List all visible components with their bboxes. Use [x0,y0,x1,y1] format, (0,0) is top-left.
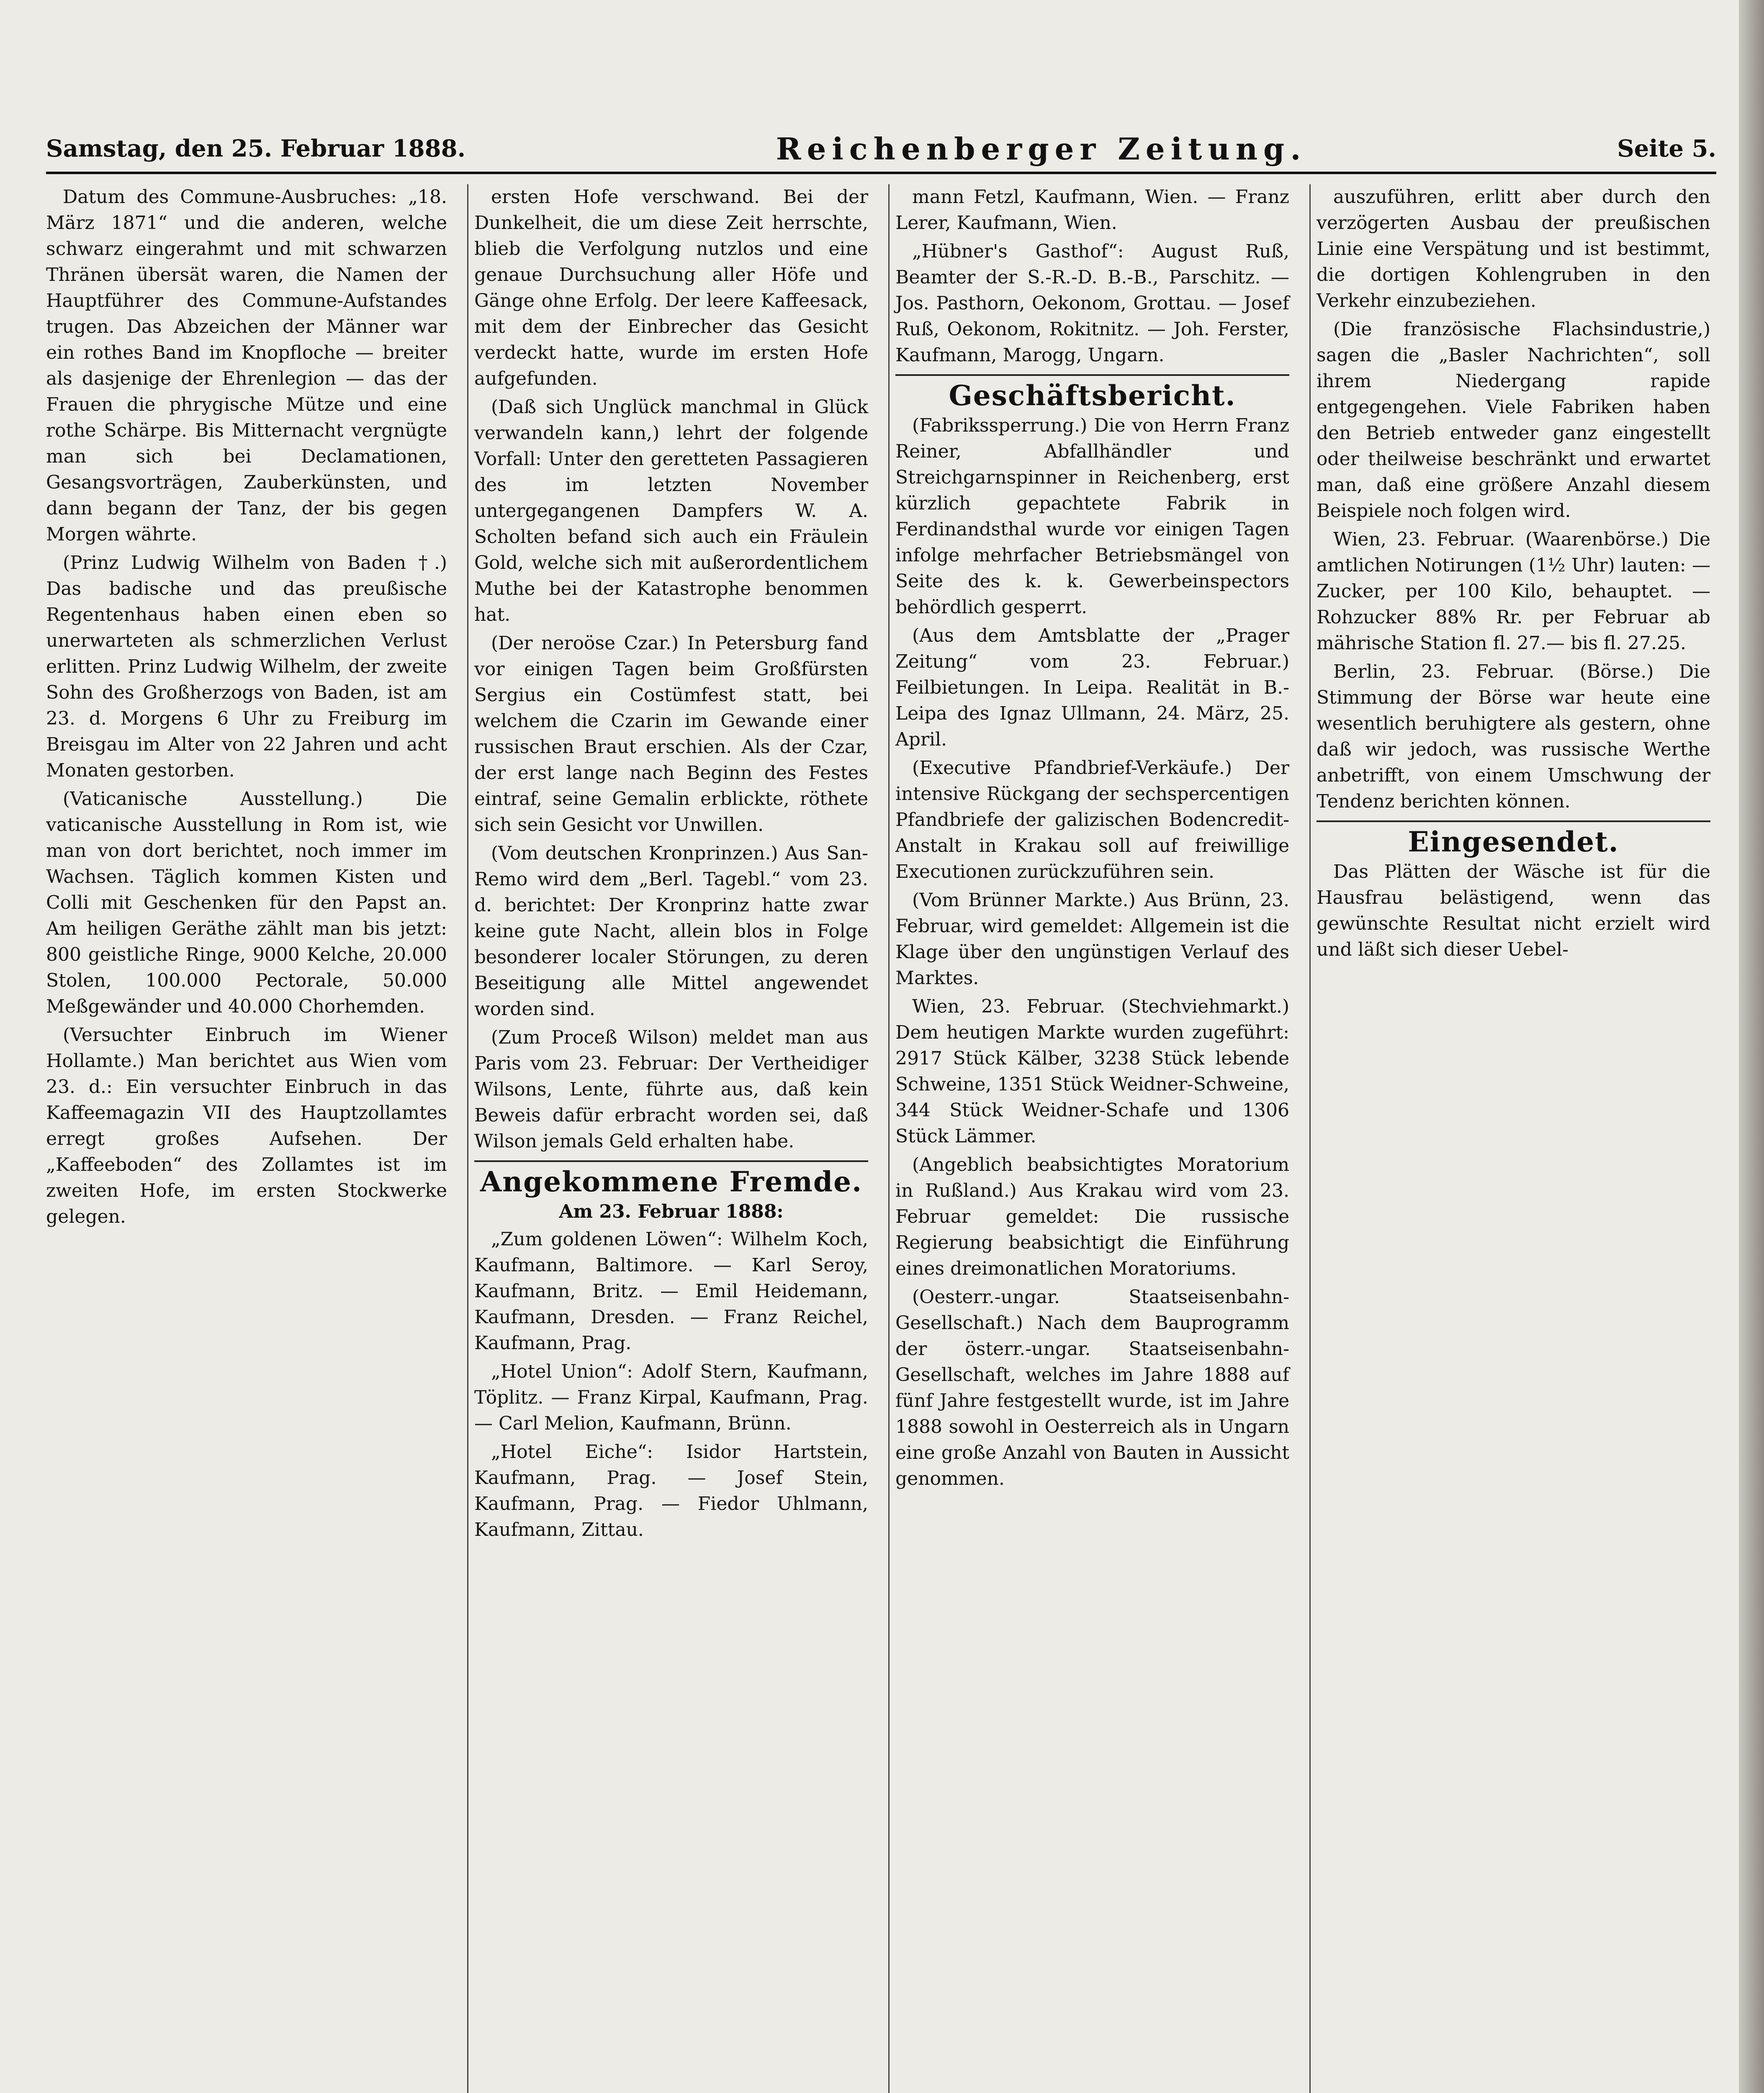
article-paragraph: (Oesterr.-ungar. Staatseisenbahn-Gesellschaft.) Nach dem Bauprogramm der österr.-ungar. Staatseisenbahn-Gesellschaft, welches im Jahre 1888 auf fünf Jahre festgestellt wurde, ist im Jahre 1888 sowohl in Oesterreich als in Ungarn eine große Anzahl von Bauten in Aussicht genommen. [895,1286,1289,1489]
article-paragraph: Berlin, 23. Februar. (Börse.) Die Stimmung der Börse war heute eine wesentlich beruhigtere als gestern, ohne daß wir jedoch, was russische Werthe anbetrifft, von einem Umschwung der Tendenz berichten können. [1317,661,1710,812]
article-paragraph: (Daß sich Unglück manchmal in Glück verwandeln kann,) lehrt der folgende Vorfall: Unter den geretteten Passagieren des im letzten November untergegangenen Dampfers W. A. Scholten befand sich auch ein Fräulein Gold, welche sich mit außerordentlichem Muthe bei der Katastrophe benommen hat. [474,396,868,625]
column-1 [46,184,453,2093]
article-columns [46,184,1716,2093]
article-paragraph: auszuführen, erlitt aber durch den verzögerten Ausbau der preußischen Linie eine Verspätung und ist bestimmt, die dortigen Kohlengruben in den Verkehr einzubeziehen. [1317,186,1710,311]
newspaper-title: Reichenberger Zeitung. [776,131,1307,167]
article-paragraph: (Vaticanische Ausstellung.) Die vaticanische Ausstellung in Rom ist, wie man von dort berichtet, noch immer im Wachsen. Täglich kommen Kisten und Colli mit Geschenken für den Papst an. Am heiligen Geräthe zählt man bis jetzt: 800 geistliche Ringe, 9000 Kelche, 20.000 Stolen, 100.000 Pectorale, 50.000 Meßgewänder und 40.000 Chorhemden. [46,788,447,1017]
arrival-entry: „Hotel Eiche“: Isidor Hartstein, Kaufmann, Prag. — Josef Stein, Kaufmann, Prag. — Fiedor Uhlmann, Kaufmann, Zittau. [474,1441,868,1540]
article-paragraph: Wien, 23. Februar. (Stechviehmarkt.) Dem heutigen Markte wurden zugeführt: 2917 Stück Kälber, 3238 Stück lebende Schweine, 1351 Stück Weidner-Schweine, 344 Stück Weidner-Schafe und 1306 Stück Lämmer. [895,996,1289,1147]
article-paragraph: ersten Hofe verschwand. Bei der Dunkelheit, die um diese Zeit herrschte, blieb die Verfolgung nutzlos und eine genaue Durchsuchung aller Höfe und Gänge ohne Erfolg. Der leere Kaffeesack, mit dem der Einbrecher das Gesicht verdeckt hatte, wurde im ersten Hofe aufgefunden. [474,186,868,389]
article-paragraph: Wien, 23. Februar. (Waarenbörse.) Die amtlichen Notirungen (1½ Uhr) lauten: — Zucker, per 100 Kilo, behauptet. — Rohzucker 88% Rr. per Februar ab mährische Station fl. 27.— bis fl. 27.25. [1317,529,1710,654]
article-paragraph: (Die französische Flachsindustrie,) sagen die „Basler Nachrichten“, soll ihrem Niedergang rapide entgegengehen. Viele Fabriken haben den Betrieb entweder ganz eingestellt oder theilweise beschränkt und erwartet man, daß eine größere Anzahl diesem Beispiele noch folgen wird. [1317,319,1710,522]
column-2 [467,184,874,2093]
column-4 [1309,184,1716,2093]
article-paragraph: (Angeblich beabsichtigtes Moratorium in Rußland.) Aus Krakau wird vom 23. Februar gemeldet: Die russische Regierung beabsichtigt die Einführung eines dreimonatlichen Moratoriums. [895,1154,1289,1279]
article-paragraph: (Zum Proceß Wilson) meldet man aus Paris vom 23. Februar: Der Vertheidiger Wilsons, Lente, führte aus, daß kein Beweis dafür erbracht worden sei, daß Wilson jemals Geld erhalten habe. [474,1027,868,1152]
column-3 [888,184,1295,2093]
section-divider [1317,820,1710,822]
article-paragraph: (Der neroöse Czar.) In Petersburg fand vor einigen Tagen beim Großfürsten Sergius ein Costümfest statt, bei welchem die Czarin im Gewande einer russischen Braut erschien. Als der Czar, der erst lange nach Beginn des Festes eintraf, seine Gemalin erblickte, röthete sich sein Gesicht vor Unwillen. [474,633,868,836]
section-title-submitted: Eingesendet. [1408,825,1619,858]
article-paragraph: (Executive Pfandbrief-Verkäufe.) Der intensive Rückgang der sechspercentigen Pfandbriefe der galizischen Bodencredit-Anstalt in Krakau soll auf freiwillige Executionen zurückzuführen sein. [895,757,1289,882]
scan-edge-shadow [1739,0,1764,2093]
section-title-arrivals: Angekommene Fremde. [480,1165,863,1198]
issue-date: Samstag, den 25. Februar 1888. [46,135,466,162]
page-number: Seite 5. [1617,135,1716,162]
page-header [46,126,1716,174]
article-paragraph: (Prinz Ludwig Wilhelm von Baden †.) Das badische und das preußische Regentenhaus haben einen eben so unerwarteten als schmerzlichen Verlust erlitten. Prinz Ludwig Wilhelm, der zweite Sohn des Großherzogs von Baden, ist am 23. d. Morgens 6 Uhr zu Freiburg im Breisgau im Alter von 22 Jahren und acht Monaten gestorben. [46,552,447,781]
article-paragraph: (Vom deutschen Kronprinzen.) Aus San-Remo wird dem „Berl. Tagebl.“ vom 23. d. berichtet: Der Kronprinz hatte zwar keine gute Nacht, allein blos in Folge besonderer localer Störungen, zu deren Beseitigung alle Mittel angewendet worden sind. [474,843,868,1020]
arrival-entry: „Zum goldenen Löwen“: Wilhelm Koch, Kaufmann, Baltimore. — Karl Seroy, Kaufmann, Britz. — Emil Heidemann, Kaufmann, Dresden. — Franz Reichel, Kaufmann, Prag. [474,1229,868,1354]
arrival-entry: „Hotel Union“: Adolf Stern, Kaufmann, Töplitz. — Franz Kirpal, Kaufmann, Prag. — Carl Melion, Kaufmann, Brünn. [474,1361,868,1434]
section-divider [474,1160,868,1162]
article-paragraph: (Vom Brünner Markte.) Aus Brünn, 23. Februar, wird gemeldet: Allgemein ist die Klage über den ungünstigen Verlauf des Marktes. [895,890,1289,989]
article-paragraph: (Versuchter Einbruch im Wiener Hollamte.) Man berichtet aus Wien vom 23. d.: Ein versuchter Einbruch in das Kaffeemagazin VII des Hauptzollamtes erregt großes Aufsehen. Der „Kaffeeboden“ des Zollamtes ist im zweiten Hofe, im ersten Stockwerke gelegen. [46,1024,447,1227]
section-date: Am 23. Februar 1888: [559,1201,784,1222]
article-paragraph: (Fabrikssperrung.) Die von Herrn Franz Reiner, Abfallhändler und Streichgarnspinner in Reichenberg, erst kürzlich gepachtete Fabrik in Ferdinandsthal wurde vor einigen Tagen infolge mehrfacher Betriebsmängel von Seite des k. k. Gewerbeinspectors behördlich gesperrt. [895,415,1289,618]
arrival-entry: „Hübner's Gasthof“: August Ruß, Beamter der S.-R.-D. B.-B., Parschitz. — Jos. Pasthorn, Oekonom, Grottau. — Josef Ruß, Oekonom, Rokitnitz. — Joh. Ferster, Kaufmann, Marogg, Ungarn. [895,241,1289,366]
article-paragraph: Das Plätten der Wäsche ist für die Hausfrau belästigend, wenn das gewünschte Resultat nicht erzielt wird und läßt sich dieser Uebel- [1317,861,1710,960]
arrival-entry: mann Fetzl, Kaufmann, Wien. — Franz Lerer, Kaufmann, Wien. [895,186,1289,234]
section-title-business-report: Geschäftsbericht. [949,379,1236,412]
article-paragraph: (Aus dem Amtsblatte der „Prager Zeitung“ vom 23. Februar.) Feilbietungen. In Leipa. Realität in B.-Leipa des Ignaz Ullmann, 24. März, 25. April. [895,625,1289,750]
section-divider [895,374,1289,376]
article-paragraph: Datum des Commune-Ausbruches: „18. März 1871“ und die anderen, welche schwarz eingerahmt und mit schwarzen Thränen übersät waren, die Namen der Hauptführer des Commune-Aufstandes trugen. Das Abzeichen der Männer war ein rothes Band im Knopfloche — breiter als dasjenige der Ehrenlegion — das der Frauen die phrygische Mütze und eine rothe Schärpe. Bis Mitternacht vergnügte man sich bei Declamationen, Gesangsvorträgen, Zauberkünsten, und dann begann der Tanz, der bis gegen Morgen währte. [46,186,447,545]
